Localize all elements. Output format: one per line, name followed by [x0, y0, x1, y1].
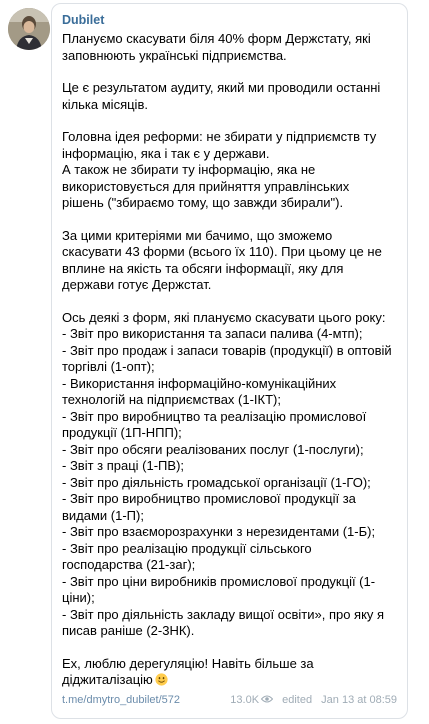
message-paragraph	[62, 80, 397, 113]
message-line: діджиталізацію	[62, 672, 397, 689]
message-line: - Звіт про діяльність громадської організації (1-ГО);	[62, 474, 371, 490]
message-line: скасувати 43 форми (всього їх 110). При цьому це не	[62, 244, 382, 259]
message-line: використовується для прийняття управлінських	[62, 178, 350, 194]
message-line: торгівлі (1-опт);	[62, 359, 155, 374]
message-line: Ех, люблю дерегуляцію! Навіть більше за	[62, 655, 314, 671]
message-paragraph	[62, 228, 397, 294]
message-line: - Звіт про продаж і запаси товарів (продукції) в оптовій	[62, 342, 392, 358]
message-line: - Використання інформаційно-комунікаційних	[62, 375, 337, 391]
message-line: писав раніше (2-3НК).	[62, 623, 195, 638]
message-line: - Звіт про виробництво та реалізацію промислової	[62, 408, 367, 424]
message-line: Ось деякі з форм, які плануємо скасувати цього року:	[62, 309, 386, 325]
message-line: Це є результатом аудиту, який ми проводили останні	[62, 80, 381, 95]
author-name[interactable]: Dubilet	[62, 13, 105, 27]
message-line: вплине на якість та обсяги інформації, яку для	[62, 260, 344, 276]
message-line: - Звіт про використання та запаси палива (4-мтп);	[62, 326, 363, 341]
message-line: Плануємо скасувати біля 40% форм Держстату, які	[62, 31, 371, 46]
message-line: - Звіт про ціни виробників промислової продукції (1-	[62, 573, 376, 589]
avatar[interactable]	[8, 8, 50, 50]
views-count: 13.0K	[230, 694, 260, 706]
message-line: інформацію, яка і так є у держави.	[62, 145, 270, 161]
message-paragraph	[62, 310, 397, 640]
message-meta	[224, 692, 397, 708]
message-bubble	[51, 3, 408, 719]
message-line: рішень ("збираємо тому, що завжди збирали").	[62, 195, 344, 210]
message-line: кілька місяців.	[62, 96, 148, 112]
message-paragraph	[62, 129, 397, 212]
slightly-smiling-face-emoji	[155, 673, 168, 686]
message-line: - Звіт про виробництво промислової продукції за	[62, 491, 356, 506]
message-line: - Звіт про діяльність закладу вищої освіти», про яку я	[62, 606, 385, 622]
message-line: видами (1-П);	[62, 507, 144, 523]
message-line: Головна ідея реформи: не збирати у підприємств ту	[62, 129, 377, 144]
message-line: продукції (1П-НПП);	[62, 425, 182, 440]
message-line: А також не збирати ту інформацію, яка не	[62, 162, 316, 177]
message-line: - Звіт про взаєморозрахунки з нерезидентами (1-Б);	[62, 524, 376, 539]
message-paragraph	[62, 656, 397, 689]
message-line: За цими критеріями ми бачимо, що зможемо	[62, 227, 333, 243]
post-link[interactable]: t.me/dmytro_dubilet/572	[62, 694, 181, 706]
message-footer	[62, 692, 397, 708]
edited-label: edited	[282, 694, 313, 706]
eye-icon	[261, 695, 273, 703]
message-line: заповнюють українські підприємства.	[62, 47, 287, 63]
message-text	[62, 31, 397, 689]
message-line: - Звіт з праці (1-ПВ);	[62, 458, 185, 473]
message-date: Jan 13 at 08:59	[321, 694, 397, 706]
message-line: технологій на підприємствах (1-ІКТ);	[62, 392, 281, 407]
message-paragraph	[62, 31, 397, 64]
message-line: - Звіт про реалізацію продукції сільського	[62, 540, 312, 556]
message-line: ціни);	[62, 590, 95, 605]
message-line: держави готує Держстат.	[62, 277, 212, 292]
message-line: - Звіт про обсяги реалізованих послуг (1-послуги);	[62, 441, 364, 457]
message-line: господарства (21-заг);	[62, 557, 196, 572]
